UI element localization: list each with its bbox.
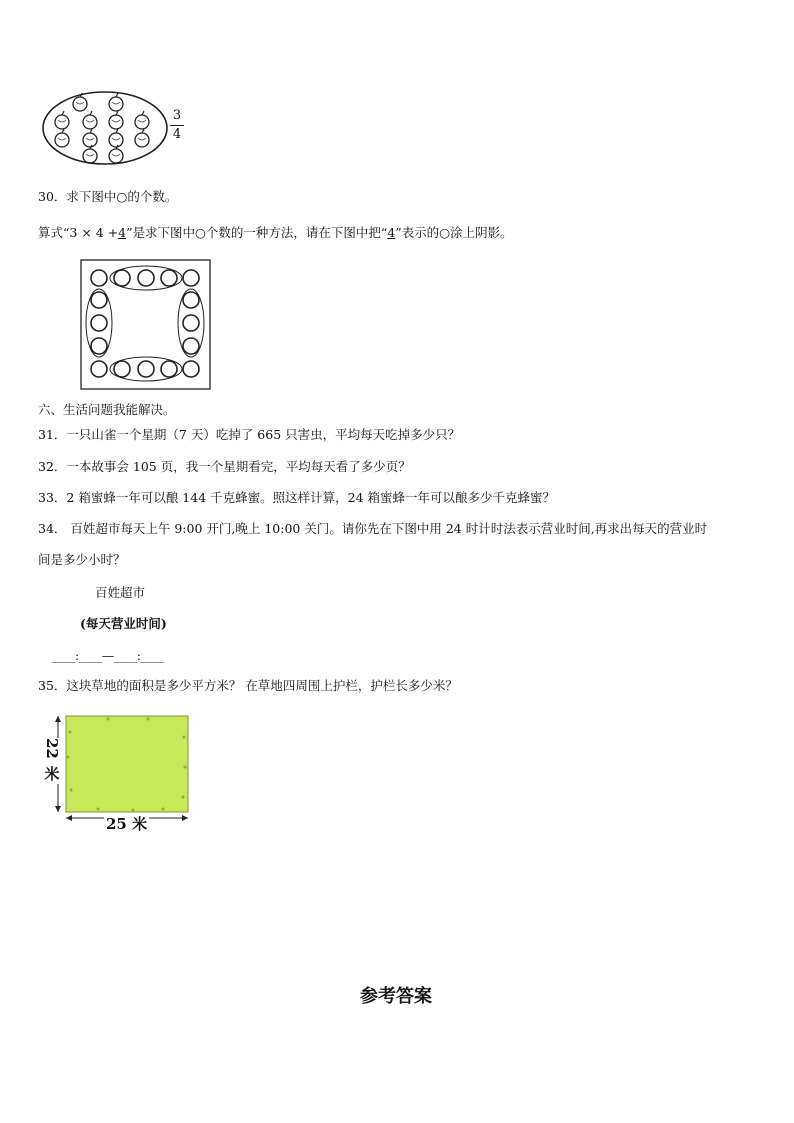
circle-mark[interactable] — [161, 361, 177, 377]
grassland-rect — [66, 716, 188, 812]
apple-icon — [109, 129, 123, 147]
q35-height-label — [42, 738, 62, 784]
circle-mark[interactable] — [91, 315, 107, 331]
q33-text: 33．2 箱蜜蜂一年可以酿 144 千克蜂蜜。照这样计算，24 箱蜜蜂一年可以酿多少千克蜂蜜？ — [38, 490, 556, 505]
circle-mark[interactable] — [91, 292, 107, 308]
circle-mark[interactable] — [183, 361, 199, 377]
q30-formula-underlined-2: 4 — [387, 225, 396, 240]
apple-icon — [83, 111, 97, 129]
q35-text: 35．这块草地的面积是多少平方米？ 在草地四周围上护栏，护栏长多少米？ — [38, 678, 458, 693]
apple-icon — [109, 111, 123, 129]
circle-mark[interactable] — [183, 338, 199, 354]
circle-mark[interactable] — [114, 361, 130, 377]
q29-figure — [40, 90, 170, 166]
q32-text: 32．一本故事会 105 页，我一个星期看完，平均每天看了多少页？ — [38, 459, 411, 474]
q30-formula-mid: ”是求下图中○个数的一种方法，请在下图中把“ — [126, 225, 388, 240]
width-arrow-left — [66, 815, 72, 821]
apple-icon — [83, 145, 97, 163]
height-label-number: 22 — [43, 738, 61, 759]
circle-mark[interactable] — [183, 270, 199, 286]
q30-formula — [38, 225, 513, 241]
circle-mark[interactable] — [138, 270, 154, 286]
answers-title: 参考答案 — [360, 986, 432, 1007]
apple-icon — [55, 129, 69, 147]
oval-outline — [43, 92, 167, 164]
fraction-bar — [170, 125, 184, 126]
circle-mark[interactable] — [114, 270, 130, 286]
apple-icon — [135, 111, 149, 129]
q30-formula-underlined: 4 — [118, 225, 127, 240]
q30-title: 30．求下图中○的个数。 — [38, 189, 178, 204]
q29-fraction — [170, 108, 184, 143]
apple-icon — [83, 129, 97, 147]
apple-group — [55, 93, 149, 163]
apple-icon — [109, 93, 123, 111]
q34-line2: 间是多少小时？ — [38, 552, 126, 567]
q34-subtitle: (每天营业时间) — [80, 616, 167, 631]
apple-icon — [135, 129, 149, 147]
q30-formula-pre: 算式“3 × 4 + — [38, 225, 119, 240]
q34-store-name: 百姓超市 — [95, 585, 146, 600]
circle-square-figure — [80, 259, 212, 391]
circle-mark[interactable] — [91, 338, 107, 354]
circle-mark[interactable] — [183, 315, 199, 331]
circle-mark[interactable] — [91, 270, 107, 286]
height-arrow-top — [55, 716, 61, 722]
apple-oval-figure — [40, 90, 170, 166]
q31-text: 31．一只山雀一个星期（7 天）吃掉了 665 只害虫，平均每天吃掉多少只？ — [38, 427, 461, 442]
circle-mark[interactable] — [138, 361, 154, 377]
section6-heading: 六、生活问题我能解决。 — [38, 402, 176, 417]
fraction-denominator: 4 — [172, 127, 182, 142]
apple-icon — [109, 145, 123, 163]
width-arrow-right — [182, 815, 188, 821]
q30-formula-post: ”表示的○涂上阴影。 — [395, 225, 513, 240]
circle-mark[interactable] — [161, 270, 177, 286]
circle-mark[interactable] — [183, 292, 199, 308]
height-arrow-bottom — [55, 806, 61, 812]
q34-line1: 34． 百姓超市每天上午 9:00 开门,晚上 10:00 关门。请你先在下图中用 24 时计时法表示营业时间,再求出每天的营业时 — [38, 521, 708, 536]
fraction-numerator: 3 — [172, 108, 182, 123]
q35-width-label: 25 米 — [106, 815, 148, 833]
circle-mark[interactable] — [91, 361, 107, 377]
q30-figure — [80, 259, 212, 395]
q34-time-blanks[interactable]: ____:____—____:____ — [52, 648, 164, 663]
circle-group — [91, 270, 199, 377]
height-label-unit: 米 — [44, 765, 60, 783]
apple-icon — [55, 111, 69, 129]
